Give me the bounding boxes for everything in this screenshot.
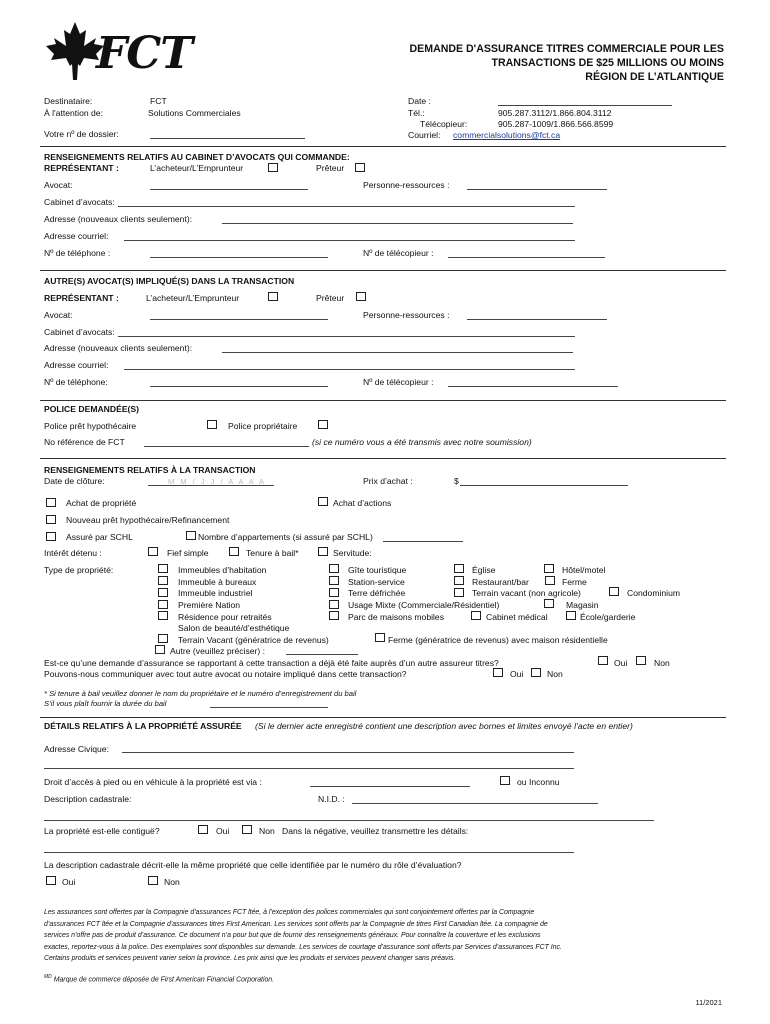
units-checkbox[interactable] [186, 531, 196, 540]
type-checkbox[interactable] [158, 588, 168, 597]
yes-label: Oui [62, 877, 76, 887]
cmhc-checkbox[interactable] [46, 532, 56, 541]
email-link[interactable]: commercialsolutions@fct.ca [453, 130, 561, 140]
assessment-yes-checkbox[interactable] [46, 876, 56, 885]
other-type-field[interactable] [286, 654, 358, 655]
lawyer2-lender-label: Prêteur [316, 293, 345, 303]
type-label: Station-service [348, 577, 405, 587]
file-number-field[interactable] [150, 138, 305, 139]
type-label: École/garderie [580, 612, 636, 622]
fax-value: 905.287-1009/1.866.566.8599 [498, 119, 614, 129]
type-label: Magasin [566, 600, 599, 610]
disclaimer-line: Les assurances sont offertes par la Compagnie d’assurances FCT ltée, à l’exception des polices commerciales qui sont conjointement offertes par la Compagnie [44, 909, 535, 916]
same-lawyer-yes-checkbox[interactable] [493, 668, 503, 677]
dest-label: Destinataire: [44, 96, 93, 106]
lawyer2-represent-label: REPRÉSENTANT : [44, 293, 119, 303]
date-label: Date : [408, 96, 431, 106]
leasehold-label: Tenure à bail* [246, 548, 299, 558]
civic-address-label: Adresse Civique: [44, 744, 109, 754]
civic-address-field[interactable] [122, 752, 574, 753]
cmhc-label: Assuré par SCHL [66, 532, 133, 542]
yes-label: Oui [510, 669, 524, 679]
property-type-label: Type de propriété: [44, 565, 114, 575]
lawyer2-email-label: Adresse courriel: [44, 360, 109, 370]
price-field[interactable] [460, 485, 628, 486]
type-label: Ferme (génératrice de revenus) avec maison résidentielle [388, 635, 608, 645]
lawyer1-fax-label: Nº de télécopieur : [363, 248, 434, 258]
type-label: Immeuble industriel [178, 588, 253, 598]
lawyer1-address-label: Adresse (nouveaux clients seulement): [44, 214, 193, 224]
lawyer1-buyer-label: L’acheteur/L’Emprunteur [150, 163, 244, 173]
yes-label: Oui [216, 826, 230, 836]
policy-heading: POLICE DEMANDÉE(S) [44, 404, 140, 414]
lawyer2-buyer-checkbox[interactable] [268, 292, 278, 301]
disclaimer [44, 907, 562, 965]
property-heading-note: (Si le dernier acte enregistré contient une description avec bornes et limites envoyé l’acte en entier) [255, 721, 633, 731]
type-checkbox[interactable] [158, 576, 168, 585]
lawyer2-phone-field[interactable] [150, 386, 328, 387]
type-checkbox[interactable] [609, 587, 619, 596]
lawyer2-phone-label: Nº de téléphone: [44, 377, 108, 387]
date-field[interactable] [498, 105, 672, 106]
type-checkbox[interactable] [454, 588, 464, 597]
type-checkbox[interactable] [155, 645, 165, 654]
refinance-checkbox[interactable] [46, 515, 56, 524]
easement-checkbox[interactable] [318, 547, 328, 556]
policy-loan-checkbox[interactable] [207, 420, 217, 429]
logo-text: FCT [96, 28, 192, 79]
lawyer1-lawyer-label: Avocat: [44, 180, 73, 190]
lawyer1-phone-field[interactable] [150, 257, 328, 258]
price-prefix: $ [454, 476, 459, 486]
tel-label: Tél.: [408, 108, 425, 118]
attn-label: À l'attention de: [44, 108, 103, 118]
leasehold-checkbox[interactable] [229, 547, 239, 556]
refinance-label: Nouveau prêt hypothécaire/Refinancement [66, 515, 230, 525]
lawyer2-lawyer-field[interactable] [150, 319, 328, 320]
lawyer1-lender-label: Prêteur [316, 163, 345, 173]
type-checkbox[interactable] [329, 588, 339, 597]
access-unknown-label: ou Inconnu [517, 777, 560, 787]
type-checkbox[interactable] [158, 564, 168, 573]
email-label: Courriel: [408, 130, 441, 140]
lawyer2-address-label: Adresse (nouveaux clients seulement): [44, 343, 193, 353]
other-insurer-yes-checkbox[interactable] [598, 656, 608, 665]
lawyer2-lender-checkbox[interactable] [356, 292, 366, 301]
dest-value: FCT [150, 96, 167, 106]
type-label: Immeubles d’habitation [178, 565, 267, 575]
assessment-no-checkbox[interactable] [148, 876, 158, 885]
type-checkbox[interactable] [544, 599, 554, 608]
easement-label: Servitude: [333, 548, 372, 558]
divider [40, 458, 726, 459]
type-label: Cabinet médical [486, 612, 548, 622]
type-checkbox[interactable] [545, 576, 555, 585]
disclaimer-line: exactes, reportez-vous à la police. Des exemplaires sont disponibles sur demande. Les services de courtage d’assurance sont offerts par Services d’assurances FCT Inc. [44, 943, 562, 951]
trademark-note [44, 974, 274, 983]
type-label: Ferme [562, 577, 587, 587]
lawyer1-phone-label: Nº de téléphone : [44, 248, 111, 258]
type-label: Première Nation [178, 600, 241, 610]
fax-label: Télécopieur: [420, 119, 468, 129]
type-checkbox[interactable] [329, 576, 339, 585]
disclaimer-line: d’assurances FCT ltée et la Compagnie d’assurances titres First American. Les services sont offerts par la Compagnie de titres First Canadian ltée. La compagnie de [44, 920, 548, 928]
type-label: Usage Mixte (Commerciale/Résidentiel) [348, 600, 500, 610]
lawyer1-buyer-checkbox[interactable] [268, 163, 278, 172]
type-checkbox[interactable] [329, 600, 339, 609]
lawyer1-fax-field[interactable] [448, 257, 605, 258]
contiguous-no-checkbox[interactable] [242, 825, 252, 834]
lawyer2-heading: AUTRE(S) AVOCAT(S) IMPLIQUÉ(S) DANS LA TRANSACTION [44, 276, 295, 286]
type-checkbox[interactable] [375, 633, 385, 642]
lawyer1-address-field[interactable] [222, 223, 573, 224]
pid-label: N.I.D. : [318, 794, 345, 804]
form-date: 11/2021 [695, 998, 722, 1007]
legal-description-field[interactable] [44, 820, 654, 821]
type-label: Parc de maisons mobiles [348, 612, 445, 622]
type-label: Terrain vacant (non agricole) [472, 588, 581, 598]
lawyer1-lender-checkbox[interactable] [355, 163, 365, 172]
legal-description-label: Description cadastrale: [44, 794, 132, 804]
price-label: Prix d’achat : [363, 476, 413, 486]
type-checkbox[interactable] [454, 564, 464, 573]
lawyer2-fax-field[interactable] [448, 386, 618, 387]
lawyer1-contact-field[interactable] [467, 189, 607, 190]
interest-label: Intérêt détenu : [44, 548, 102, 558]
no-label: Non [654, 658, 670, 668]
type-checkbox[interactable] [329, 564, 339, 573]
type-label: Résidence pour retraités [178, 612, 272, 622]
divider [40, 270, 726, 271]
lawyer2-buyer-label: L’acheteur/L’Emprunteur [146, 293, 240, 303]
policy-ref-field[interactable] [144, 446, 309, 447]
property-heading: DÉTAILS RELATIFS À LA PROPRIÉTÉ ASSURÉE [44, 721, 242, 731]
pid-field[interactable] [352, 803, 598, 804]
type-checkbox[interactable] [454, 576, 464, 585]
purchase-checkbox[interactable] [46, 498, 56, 507]
units-field[interactable] [383, 541, 463, 542]
no-label: Non [164, 877, 180, 887]
lawyer2-firm-label: Cabinet d’avocats: [44, 327, 115, 337]
lawyer1-email-label: Adresse courriel: [44, 231, 109, 241]
form-title [410, 42, 724, 84]
type-label: Gîte touristique [348, 565, 407, 575]
fee-simple-checkbox[interactable] [148, 547, 158, 556]
tel-value: 905.287.3112/1.866.804.3112 [498, 108, 612, 118]
type-checkbox[interactable] [471, 611, 481, 620]
type-label: Église [472, 565, 496, 575]
title-line-3: RÉGION DE L’ATLANTIQUE [585, 71, 724, 83]
civic-address-field-2[interactable] [44, 768, 574, 769]
fct-logo [44, 20, 214, 82]
share-purchase-label: Achat d’actions [333, 498, 392, 508]
divider [40, 146, 726, 147]
lawyer2-address-field[interactable] [222, 352, 573, 353]
yes-label: Oui [614, 658, 628, 668]
access-field[interactable] [310, 786, 470, 787]
lawyer2-firm-field[interactable] [118, 336, 575, 337]
type-checkbox[interactable] [329, 611, 339, 620]
lawyer1-lawyer-field[interactable] [150, 189, 308, 190]
closing-date-label: Date de clôture: [44, 476, 105, 486]
lawyer2-email-field[interactable] [124, 369, 575, 370]
share-purchase-checkbox[interactable] [318, 497, 328, 506]
type-label: Terrain Vacant (génératrice de revenus) [178, 635, 329, 645]
no-label: Non [547, 669, 563, 679]
same-lawyer-question: Pouvons-nous communiquer avec tout autre avocat ou notaire impliqué dans cette transaction? [44, 669, 407, 679]
type-checkbox[interactable] [566, 611, 576, 620]
same-lawyer-no-checkbox[interactable] [531, 668, 541, 677]
lawyer1-email-field[interactable] [124, 240, 575, 241]
type-label: Hôtel/motel [562, 565, 606, 575]
lawyer2-contact-field[interactable] [467, 319, 607, 320]
type-checkbox[interactable] [158, 611, 168, 620]
lawyer1-firm-label: Cabinet d’avocats: [44, 197, 115, 207]
units-label: Nombre d’appartements (si assuré par SCHL) [198, 532, 373, 542]
disclaimer-line: Certains produits et services peuvent varier selon la province. Les prix ainsi que les produits et services peuvent changer sans préavis. [44, 955, 456, 963]
fee-simple-label: Fief simple [167, 548, 209, 558]
lawyer2-contact-label: Personne-ressources : [363, 310, 450, 320]
type-label: Salon de beauté/d’esthétique [178, 623, 290, 633]
lawyer1-represent-label: REPRÉSENTANT : [44, 163, 119, 173]
access-label: Droit d’accès à pied ou en véhicule à la propriété est via : [44, 777, 262, 787]
type-label: Immeuble à bureaux [178, 577, 257, 587]
policy-ref-note: (si ce numéro vous a été transmis avec notre soumission) [312, 437, 532, 447]
trademark-text: Marque de commerce déposée de First American Financial Corporation. [53, 976, 275, 984]
assessment-question: La description cadastrale décrit-elle la même propriété que celle identifiée par le numéro du rôle d’évaluation? [44, 860, 462, 870]
disclaimer-line: services n’offre pas de produit d’assurance. Ce document n’a pour but que de fournir des renseignements généraux. Pour connaître la couverture et les exclusions [44, 932, 541, 940]
attn-value: Solutions Commerciales [148, 108, 241, 118]
lease-duration-field[interactable] [210, 707, 328, 708]
no-label: Non [259, 826, 275, 836]
lawyer1-contact-label: Personne-ressources : [363, 180, 450, 190]
access-unknown-checkbox[interactable] [500, 776, 510, 785]
contiguous-details-field[interactable] [44, 852, 574, 853]
policy-owner-checkbox[interactable] [318, 420, 328, 429]
transaction-heading: RENSEIGNEMENTS RELATIFS À LA TRANSACTION [44, 465, 256, 475]
lease-duration-note: S’il vous plaît fournir la durée du bail [44, 699, 167, 708]
title-line-2: TRANSACTIONS DE $25 MILLIONS OU MOINS [491, 57, 724, 69]
lawyer1-heading: RENSEIGNEMENTS RELATIFS AU CABINET D’AVOCATS QUI COMMANDE: [44, 152, 350, 162]
type-label: Terre défrichée [348, 588, 406, 598]
other-insurer-question: Est-ce qu’une demande d’assurance se rapportant à cette transaction a déjà été faite auprès d’un autre assureur titres? [44, 658, 499, 668]
lawyer1-firm-field[interactable] [118, 206, 575, 207]
type-label: Restaurant/bar [472, 577, 529, 587]
closing-date-placeholder: M M / J J / A A A A [168, 477, 267, 486]
contiguous-negative-text: Dans la négative, veuillez transmettre les détails: [282, 826, 469, 836]
type-label: Autre (veuillez préciser) : [170, 646, 266, 656]
trademark-sup: MD [44, 974, 52, 980]
divider [40, 717, 726, 718]
file-label: Votre nº de dossier: [44, 129, 119, 139]
policy-loan-label: Police prêt hypothécaire [44, 421, 137, 431]
contiguous-question: La propriété est-elle contiguë? [44, 826, 160, 836]
lawyer2-lawyer-label: Avocat: [44, 310, 73, 320]
lease-note: * Si tenure à bail veuillez donner le nom du propriétaire et le numéro d’enregistrement du bail [44, 689, 357, 698]
lawyer2-fax-label: Nº de télécopieur : [363, 377, 434, 387]
title-line-1: DEMANDE D'ASSURANCE TITRES COMMERCIALE POUR LES [409, 43, 724, 55]
type-label: Condominium [627, 588, 681, 598]
contiguous-yes-checkbox[interactable] [198, 825, 208, 834]
type-checkbox[interactable] [544, 564, 554, 573]
other-insurer-no-checkbox[interactable] [636, 656, 646, 665]
policy-owner-label: Police propriétaire [228, 421, 298, 431]
policy-ref-label: No référence de FCT [44, 437, 125, 447]
type-checkbox[interactable] [158, 634, 168, 643]
type-checkbox[interactable] [158, 600, 168, 609]
divider [40, 400, 726, 401]
purchase-label: Achat de propriété [66, 498, 137, 508]
